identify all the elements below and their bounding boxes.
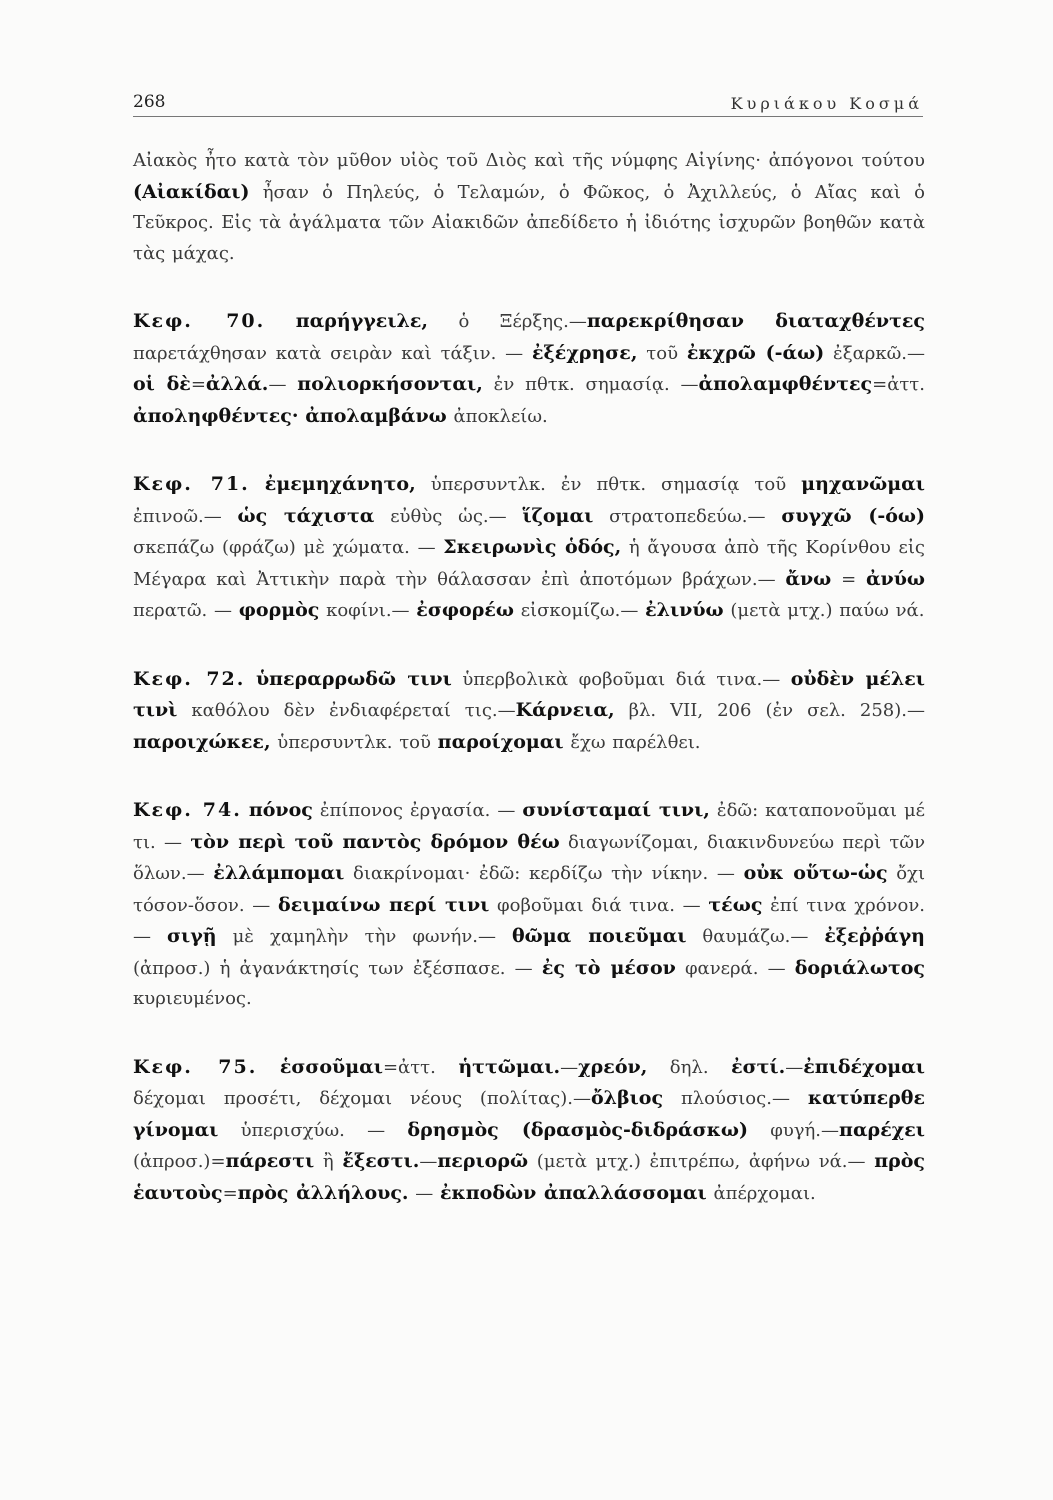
gloss-text: ἐξαρκῶ.— [824, 342, 925, 364]
lemma-term: περιορῶ [437, 1150, 529, 1172]
gloss-text: καθόλου δὲν ἐνδιαφέρεταί τις.— [177, 700, 516, 721]
gloss-text: ἐπινοῶ.— [133, 505, 238, 527]
lemma-term: χρεόν, [578, 1055, 648, 1078]
gloss-text: ὑπερσυντλκ. ἐν πθτκ. σημασίᾳ τοῦ [415, 474, 802, 495]
chapter-note-paragraph [133, 664, 925, 759]
chapter-label: Κεφ. 70. [133, 310, 266, 332]
intro-paragraph [133, 146, 925, 269]
running-title: Κυριάκου Κοσμά [730, 94, 923, 113]
lemma-term: ἐστί. [731, 1055, 786, 1078]
gloss-text: (μετὰ μτχ.) παύω νά. [723, 600, 925, 621]
gloss-text: (μετὰ μτχ.) ἐπιτρέπω, ἀφήνω νά.— [528, 1151, 875, 1172]
page-number: 268 [133, 92, 166, 112]
lemma-term: ἀπολαμβάνω [305, 404, 447, 427]
chapter-note-paragraph [133, 469, 925, 627]
lemma-term: παρεκρίθησαν διαταχθέντες [586, 310, 925, 332]
gloss-text: (ἀπροσ.)= [133, 1151, 226, 1172]
lemma-term: θῶμα ποιεῦμαι [512, 925, 687, 947]
lemma-term: ὄλβιος [591, 1087, 664, 1109]
gloss-text: ἔχω παρέλθει. [563, 731, 701, 753]
gloss-text: ὁ Ξέρξης.— [428, 311, 587, 332]
gloss-text: =ἀττ. [382, 1056, 459, 1078]
lemma-term: ἐξεῤῥάγη [824, 925, 925, 947]
lemma-term: οἱ δὲ [133, 373, 191, 395]
gloss-text: φοβοῦμαι διά τινα. — [489, 894, 709, 916]
gloss-text: ὑπερβολικὰ φοβοῦμαι διά τινα.— [451, 668, 791, 690]
lemma-term: ἵζομαι [522, 504, 594, 527]
lemma-term: ἐσφορέω [416, 599, 514, 621]
gloss-text: ἐπί τινα χρόνον. — [133, 894, 925, 947]
gloss-text: ὄχι τόσον-ὅσον. — [133, 863, 925, 916]
lemma-term: ἀπολαμφθέντες [698, 373, 873, 395]
lemma-term: ἐκχρῶ (-άω) [686, 341, 825, 364]
lemma-term: παρήγγειλε, [295, 310, 429, 332]
lemma-term: ἐπιδέχομαι [803, 1055, 925, 1078]
lemma-term: ἑσσοῦμαι [279, 1055, 383, 1078]
gloss-text: — [419, 1151, 438, 1172]
page-header [133, 86, 923, 117]
lemma-term: ἀλλά. [205, 373, 269, 395]
lemma-term: Κάρνεια, [515, 699, 615, 721]
gloss-text: ἡ ἄγουσα ἀπὸ τῆς Κορίνθου εἰς Μέγαρα καὶ Ἀττικὴν παρὰ τὴν θάλασσαν ἐπὶ ἀποτόμων βράχων.— [133, 537, 925, 590]
gloss-text: = [831, 568, 866, 590]
chapter-label: Κεφ. 72. [133, 667, 246, 690]
chapter-label: Κεφ. 75. [133, 1055, 258, 1078]
lemma-term: (Αἰακίδαι) [133, 180, 250, 203]
gloss-text: ὑπερσυντλκ. τοῦ [270, 731, 438, 753]
lemma-term: σιγῇ [167, 925, 217, 947]
gloss-text: ἐπίπονος ἐργασία. — [312, 800, 523, 821]
lemma-term: κατύπερθε γίνομαι [133, 1087, 925, 1141]
gloss-text: εἰσκομίζω.— [513, 600, 646, 621]
lemma-term: ἄνω [785, 567, 832, 590]
gloss-text: θαυμάζω.— [686, 926, 825, 947]
lemma-term: ὡς τάχιστα [237, 504, 375, 527]
gloss-text: κοφίνι.— [319, 600, 417, 621]
chapter-note-paragraph [133, 795, 925, 1015]
lemma-term: ἐλλάμπομαι [213, 862, 345, 884]
lemma-term: τέως [708, 893, 763, 916]
lemma-term: ἐμεμηχάνητο, [264, 473, 416, 495]
gloss-text: τοῦ [637, 342, 687, 364]
lemma-term: φορμὸς [238, 599, 320, 621]
lemma-term: μηχανῶμαι [801, 473, 925, 495]
gloss-text: ἀποκλείω. [446, 405, 548, 427]
gloss-text: περατῶ. — [133, 600, 239, 621]
gloss-text: = [190, 374, 206, 395]
gloss-text: Αἰακὸς ἦτο κατὰ τὸν μῦθον υἱὸς τοῦ Διὸς καὶ τῆς νύμφης Αἰγίνης· ἀπόγονοι τούτου [133, 150, 925, 171]
lemma-term: πρὸς ἀλλήλους. [237, 1181, 409, 1204]
lemma-term: τὸν περὶ τοῦ παντὸς δρόμον θέω [190, 830, 560, 853]
gloss-text: ἐδῶ: καταπονοῦμαι μέ τι. — [133, 800, 925, 853]
chapter-label: Κεφ. 74. [133, 799, 242, 821]
commentary-body [133, 146, 925, 1209]
lemma-term: ἀποληφθέντες· [133, 404, 299, 427]
lemma-term: παρέχει [839, 1118, 925, 1141]
lemma-term: ἡττῶμαι. [458, 1055, 561, 1078]
lemma-term: παροίχομαι [437, 730, 564, 753]
lemma-term: δειμαίνω περί τινι [278, 893, 490, 916]
gloss-text [250, 474, 265, 495]
gloss-text: παρετάχθησαν κατὰ σειρὰν καὶ τάξιν. — [133, 342, 532, 364]
gloss-text: διαγωνίζομαι, διακινδυνεύω περὶ τῶν ὅλων.— [133, 831, 926, 884]
gloss-text: ὑπερισχύω. — [218, 1119, 408, 1141]
gloss-text [245, 669, 256, 690]
lemma-term: ἐξέχρησε, [531, 341, 638, 364]
gloss-text [265, 311, 295, 332]
lemma-term: ἐκποδὼν ἀπαλλάσσομαι [439, 1181, 707, 1204]
lemma-term: δοριάλωτος [794, 956, 925, 979]
chapter-note-paragraph [133, 1052, 925, 1210]
gloss-text: ἢ [314, 1151, 343, 1172]
gloss-text: μὲ χαμηλὴν τὴν φωνήν.— [216, 926, 512, 947]
lemma-term: ἔξεστι. [342, 1150, 420, 1172]
lemma-term: Σκειρωνὶς ὁδός, [443, 536, 622, 558]
gloss-text: = [222, 1182, 238, 1204]
gloss-text: ἀπέρχομαι. [706, 1182, 816, 1204]
gloss-text: βλ. VII, 206 (ἐν σελ. 258).— [614, 700, 925, 721]
gloss-text: στρατοπεδεύω.— [593, 505, 782, 527]
gloss-text [242, 800, 249, 821]
gloss-text: κυριευμένος. [133, 988, 252, 1009]
lemma-term: συνίσταμαί τινι, [522, 799, 710, 821]
gloss-text [257, 1057, 280, 1078]
lemma-term: πόνος [248, 799, 313, 821]
gloss-text: ἐν πθτκ. σημασίᾳ. — [482, 374, 699, 395]
gloss-text: φανερά. — [675, 957, 795, 979]
lemma-term: ἀνύω [865, 567, 926, 590]
chapter-label: Κεφ. 71. [133, 473, 250, 495]
gloss-text: δέχομαι προσέτι, δέχομαι νέους (πολίτας).— [133, 1088, 591, 1109]
gloss-text: σκεπάζω (φράζω) μὲ χώματα. — [133, 537, 444, 558]
lemma-term: οὐκ οὕτω-ὡς [743, 862, 888, 884]
gloss-text: φυγή.— [747, 1119, 840, 1141]
lemma-term: οὐδὲν μέλει τινὶ [133, 667, 925, 721]
lemma-term: παροιχώκεε, [133, 730, 271, 753]
lemma-term: δρησμὸς (δρασμὸς-διδράσκω) [407, 1118, 748, 1141]
lemma-term: πρὸς ἑαυτοὺς [133, 1150, 925, 1204]
gloss-text: δηλ. [647, 1056, 732, 1078]
lemma-term: πάρεστι [225, 1150, 315, 1172]
gloss-text: ἦσαν ὁ Πηλεύς, ὁ Τελαμών, ὁ Φῶκος, ὁ Ἀχιλλεύς, ὁ Αἴας καὶ ὁ Τεῦκρος. Εἰς τὰ ἀγάλματα τῶν Αἰακιδῶν ἀπεδίδετο ἡ ἰδιότης ἰσχυρῶν βοηθῶν κατὰ τὰς μάχας. [133, 181, 925, 264]
gloss-text: — [268, 374, 298, 395]
gloss-text: — [408, 1182, 440, 1204]
gloss-text: — [785, 1056, 804, 1078]
gloss-text: — [560, 1056, 579, 1078]
gloss-text: εὐθὺς ὡς.— [374, 505, 523, 527]
lemma-term: ἐς τὸ μέσον [541, 956, 676, 979]
lemma-term: πολιορκήσονται, [297, 373, 483, 395]
lemma-term: ὑπεραρρωδῶ τινι [255, 667, 452, 690]
gloss-text: =ἀττ. [872, 374, 925, 395]
lemma-term: συγχῶ (-όω) [781, 504, 925, 527]
gloss-text: πλούσιος.— [663, 1088, 808, 1109]
chapter-note-paragraph [133, 306, 925, 432]
gloss-text: διακρίνομαι· ἐδῶ: κερδίζω τὴν νίκην. — [344, 863, 744, 884]
lemma-term: ἐλινύω [645, 599, 724, 621]
gloss-text: (ἀπροσ.) ἡ ἀγανάκτησίς των ἐξέσπασε. — [133, 957, 542, 979]
